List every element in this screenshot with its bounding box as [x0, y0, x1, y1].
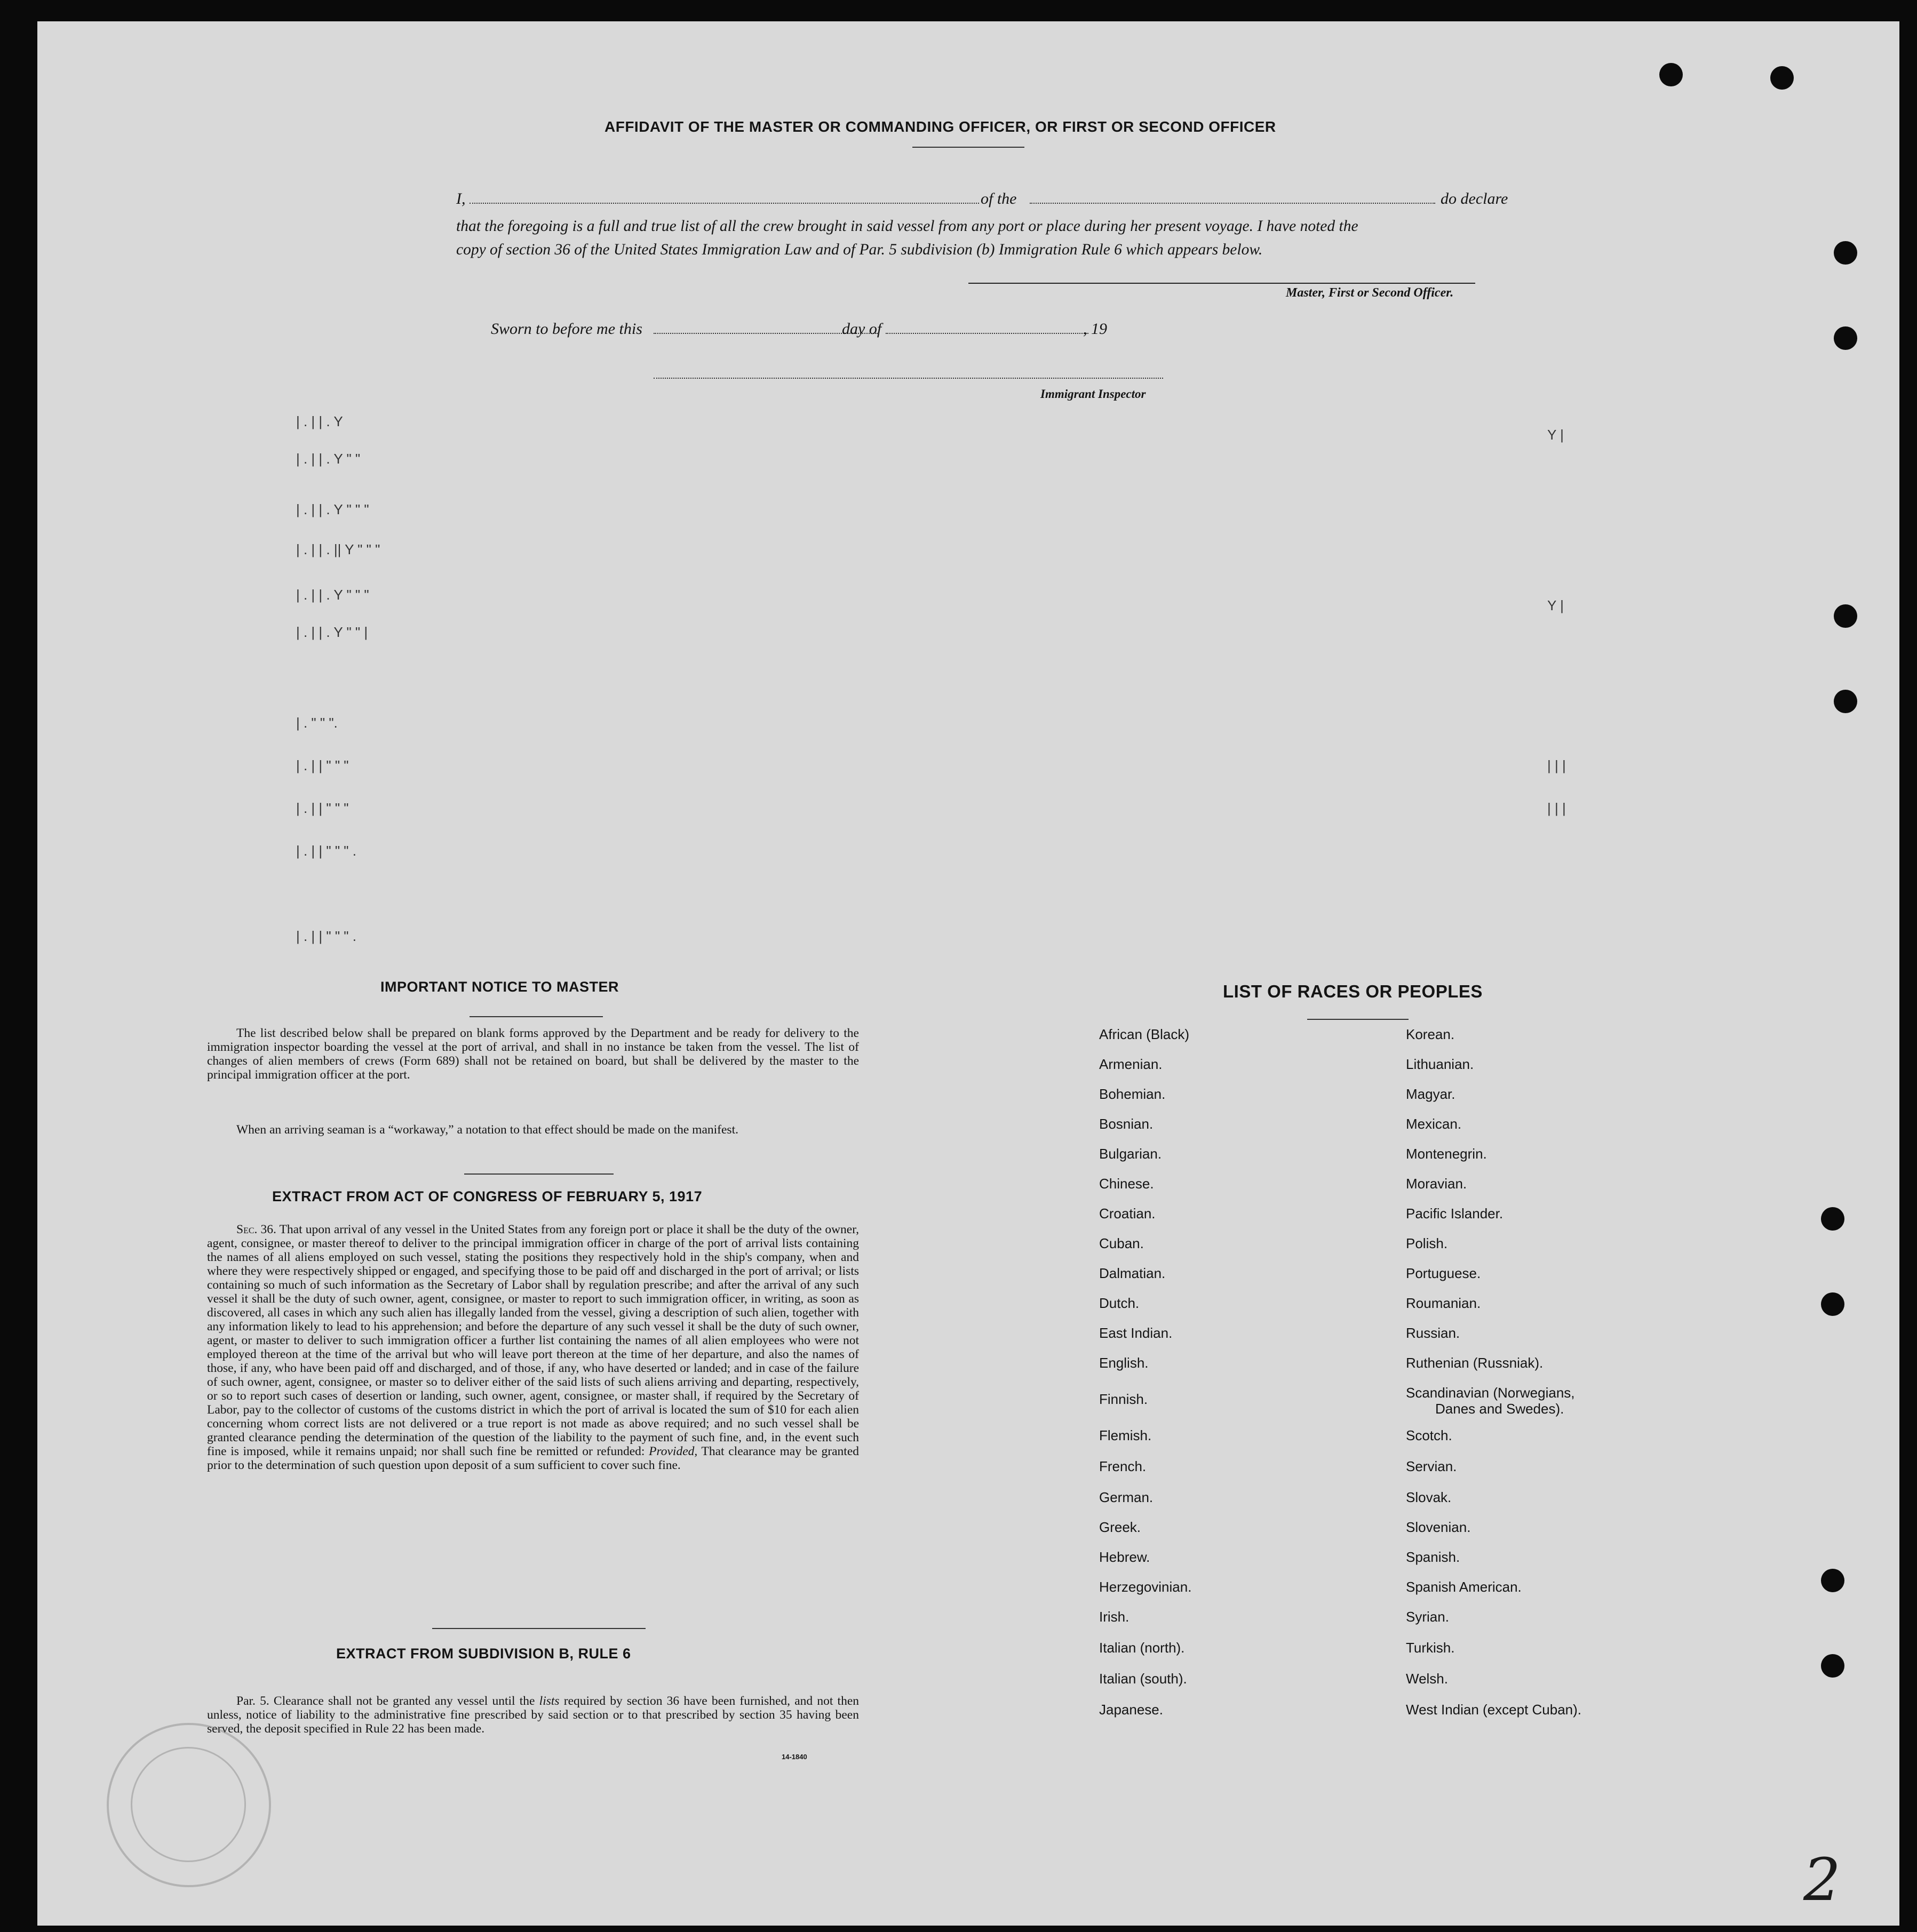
punch-hole-8: [1821, 1654, 1844, 1678]
sworn-text: Sworn to before me this: [491, 320, 642, 338]
par-5-lists: lists: [539, 1694, 560, 1708]
race-right-2: Lithuanian.: [1406, 1056, 1474, 1072]
sworn-day-of: day of: [842, 320, 882, 338]
race-left-20: Irish.: [1099, 1609, 1129, 1625]
race-right-20: Syrian.: [1406, 1609, 1449, 1625]
race-left-8: Cuban.: [1099, 1235, 1144, 1251]
race-right-9: Portuguese.: [1406, 1265, 1481, 1281]
punch-hole-top-2: [1770, 66, 1794, 90]
par-5-text-a: Par. 5. Clearance shall not be granted any vessel until the: [236, 1694, 535, 1708]
notice-rule: [470, 1016, 603, 1017]
race-left-12: English.: [1099, 1355, 1149, 1371]
inspector-label: Immigrant Inspector: [1040, 387, 1146, 401]
race-left-15: French.: [1099, 1458, 1147, 1474]
par-5-text: [207, 1694, 859, 1736]
sworn-month-blank[interactable]: [886, 333, 1088, 334]
race-right-5: Montenegrin.: [1406, 1146, 1487, 1162]
race-left-23: Japanese.: [1099, 1702, 1163, 1718]
notice-title: IMPORTANT NOTICE TO MASTER: [380, 979, 619, 995]
affidavit-of-the: of the: [981, 190, 1017, 207]
race-right-21: Turkish.: [1406, 1640, 1455, 1656]
race-right-14: Scotch.: [1406, 1427, 1452, 1443]
seal-watermark-inner: [131, 1747, 246, 1862]
name-blank-line[interactable]: [470, 203, 979, 204]
section-36-body: That upon arrival of any vessel in the United States from any foreign port or place it shall be the duty of the owner, agent, consignee, or master thereof to deliver to the principal immigration officer in charge of the port of arrival lists containing the names of all aliens employed on such vessel, stating the positions they respectively hold in the ship's company, when and where they were respectively shipped or engaged, and specifying those to be paid off and discharged in the port of arrival; or lists containing so much of such information as the Secretary of Labor shall by regulation prescribe; and after the arrival of any such vessel it shall be the duty of such owner, agent, consignee, or master to report to such immigration officer, in writing, as soon as discovered, all cases in which any such alien has illegally landed from the vessel, giving a description of such alien, together with any information likely to lead to his apprehension; and before the departure of any such vessel it shall be the duty of such owner, agent, or master to deliver to such immigration officer a further list containing the names of all alien employees who were not employed thereon at the time of the arrival but who will leave port thereon at the time of her departure, and also the names of those, if any, who have been paid off and discharged, and of those, if any, who have deserted or landed; and in case of the failure of such owner, agent, consignee, or master so to deliver either of the said lists of such aliens arriving and departing, respectively, or so to report such cases of desertion or landing, such owner, agent, consignee, or master shall, if required by the Secretary of Labor, pay to the collector of customs of the customs district in which the port of arrival is located the sum of $10 for each alien concerning whom correct lists are not delivered or a true report is not made as above required; and no such vessel shall be granted clearance pending the determination of the question of the liability to the payment of such fine, and, in the event such fine is imposed, while it remains unpaid; nor shall such fine be remitted or refunded:: [207, 1223, 859, 1458]
races-rule: [1307, 1019, 1409, 1020]
race-right-22: Welsh.: [1406, 1671, 1448, 1687]
race-left-9: Dalmatian.: [1099, 1265, 1166, 1281]
affidavit-title: AFFIDAVIT OF THE MASTER OR COMMANDING OFFICER, OR FIRST OR SECOND OFFICER: [604, 118, 1276, 135]
punch-hole-7: [1821, 1569, 1844, 1592]
inspector-signature-line[interactable]: [654, 378, 1163, 379]
par-5-text-b: required by section 36 have been furnished, and not then unless, notice of liability to the administrative fine prescribed by said section or to that prescribed by section 35 having been served, the deposit specified in Rule 22 has been made.: [207, 1694, 859, 1736]
race-left-11: East Indian.: [1099, 1325, 1173, 1341]
sworn-year: , 19: [1083, 320, 1107, 338]
race-left-18: Hebrew.: [1099, 1549, 1150, 1565]
notice-paragraph-1: The list described below shall be prepared on blank forms approved by the Department and be ready for delivery to the immigration inspector boarding the vessel at the port of arrival, and shall in no instance be taken from the vessel. The list of changes of alien members of crews (Form 689) shall not be retained on board, but shall be delivered by the master to the principal immigration officer at the port.: [207, 1026, 859, 1082]
race-right-13-cont: Danes and Swedes).: [1435, 1401, 1564, 1417]
punch-hole-2: [1834, 326, 1857, 350]
race-right-13: Scandinavian (Norwegians,: [1406, 1385, 1575, 1401]
title-rule: [912, 147, 1024, 148]
race-right-18: Spanish.: [1406, 1549, 1460, 1565]
punch-hole-1: [1834, 241, 1857, 265]
race-left-1: African (Black): [1099, 1026, 1190, 1042]
affidavit-i: I,: [456, 190, 466, 207]
punch-hole-3: [1834, 604, 1857, 628]
master-signature-line[interactable]: [968, 283, 1475, 284]
race-left-21: Italian (north).: [1099, 1640, 1185, 1656]
punch-hole-6: [1821, 1292, 1844, 1316]
form-number: 14-1840: [782, 1753, 807, 1761]
race-right-23: West Indian (except Cuban).: [1406, 1702, 1582, 1718]
race-right-6: Moravian.: [1406, 1176, 1467, 1192]
section-36-body-end: That clearance may be granted prior to the determination of such question upon deposit of a sum sufficient to cover such fine.: [207, 1444, 859, 1472]
race-right-15: Servian.: [1406, 1458, 1457, 1474]
vessel-blank-line[interactable]: [1030, 203, 1435, 204]
race-right-16: Slovak.: [1406, 1489, 1452, 1505]
race-right-3: Magyar.: [1406, 1086, 1455, 1102]
race-right-10: Roumanian.: [1406, 1295, 1481, 1311]
affidavit-line-2: that the foregoing is a full and true list of all the crew brought in said vessel from any port or place during her present voyage. I have noted the: [456, 218, 1358, 235]
race-right-1: Korean.: [1406, 1026, 1455, 1042]
section-36-text: [207, 1223, 859, 1472]
race-left-5: Bulgarian.: [1099, 1146, 1162, 1162]
extract-act-title: EXTRACT FROM ACT OF CONGRESS OF FEBRUARY 5, 1917: [272, 1188, 703, 1204]
race-right-8: Polish.: [1406, 1235, 1448, 1251]
race-left-7: Croatian.: [1099, 1205, 1156, 1222]
race-left-3: Bohemian.: [1099, 1086, 1166, 1102]
race-right-4: Mexican.: [1406, 1116, 1462, 1132]
race-left-17: Greek.: [1099, 1519, 1141, 1535]
race-left-2: Armenian.: [1099, 1056, 1163, 1072]
races-title: LIST OF RACES OR PEOPLES: [1223, 981, 1483, 1001]
affidavit-line-3: copy of section 36 of the United States Immigration Law and of Par. 5 subdivision (b) Immigration Rule 6 which appears below.: [456, 241, 1263, 258]
punch-hole-5: [1821, 1207, 1844, 1231]
race-left-14: Flemish.: [1099, 1427, 1152, 1443]
race-left-22: Italian (south).: [1099, 1671, 1187, 1687]
extract-act-end-rule: [432, 1628, 646, 1629]
notice-paragraph-2: When an arriving seaman is a “workaway,” a notation to that effect should be made on the manifest.: [236, 1123, 738, 1137]
race-right-7: Pacific Islander.: [1406, 1205, 1504, 1222]
master-signature-label: Master, First or Second Officer.: [1286, 286, 1454, 300]
page-number: 2: [1803, 1846, 1841, 1914]
race-right-17: Slovenian.: [1406, 1519, 1471, 1535]
race-left-13: Finnish.: [1099, 1391, 1148, 1407]
race-right-12: Ruthenian (Russniak).: [1406, 1355, 1544, 1371]
section-36-label: Sec. 36.: [236, 1223, 276, 1236]
race-right-11: Russian.: [1406, 1325, 1460, 1341]
race-left-4: Bosnian.: [1099, 1116, 1154, 1132]
punch-hole-top-1: [1659, 63, 1683, 86]
extract-rule-title: EXTRACT FROM SUBDIVISION B, RULE 6: [336, 1646, 631, 1662]
race-right-19: Spanish American.: [1406, 1579, 1522, 1595]
document-page: AFFIDAVIT OF THE MASTER OR COMMANDING OFFICER, OR FIRST OR SECOND OFFICER I, of the do declare that the foregoing is a full and true list of all the crew brought in said vessel from any port or place during her present voyage. I have noted the copy of section 36 of the United States Immigration Law and of Par. 5 subdivision (b) Immigration Rule 6 which appears below. Master, First or Second Officer. Sworn to before me this day of , 19 Immigrant Inspector | . | | . Y | . | | . Y " " | . | | . Y " " " | . | | . || Y " " " | . | | . Y " " " | . | | . Y " " | | . " " ". | . | | " " " | . | | " " " | . | | " " " . | . | | " " " . Y | Y | | | | | | | IMPORTANT NOTICE TO MASTER The list described below shall be prepared on blank forms approved by the Department and be ready for delivery to the immigration inspector boarding the vessel at the port of arrival, and shall in no instance be taken from the vessel. The list of changes of alien members of crews (Form 689) shall not be retained on board, but shall be delivered by the master to the principal immigration officer at the port. When an arriving seaman is a “workaway,” a notation to that effect should be made on the manifest. EXTRACT FROM ACT OF CONGRESS OF FEBRUARY 5, 1917 Sec. 36. That upon arrival of any vessel in the United States from any foreign port or place it shall be the duty of the owner, agent, consignee, or master thereof to deliver to the principal immigration officer in charge of the port of arrival lists containing the names of all aliens employed on such vessel, stating the positions they respectively hold in the ship's company, when and where they were respectively shipped or engaged, and specifying those to be paid off and discharged in the port of arrival; or lists containing so much of such information as the Secretary of Labor shall by regulation prescribe; and after the arrival of any such vessel it shall be the duty of such owner, agent, consignee, or master to report to such immigration officer, in writing, as soon as discovered, all cases in which any such alien has illegally landed from the vessel, giving a description of such alien, together with any information likely to lead to his apprehension; and before the departure of any such vessel it shall be the duty of such owner, agent, or master to deliver to such immigration officer a further list containing the names of all alien employees who were not employed thereon at the time of the arrival but who will leave port thereon at the time of her departure, and also the names of those, if any, who have been paid off and discharged, and of those, if any, who have deserted or landed; and in case of the failure of such owner, agent, consignee, or master so to deliver either of the said lists of such aliens arriving and departing, respectively, or so to report such cases of desertion or landing, such owner, agent, consignee, or master shall, if required by the Secretary of Labor, pay to the collector of customs of the customs district in which the port of arrival is located the sum of $10 for each alien concerning whom correct lists are not delivered or a true report is not made as above required; and no such vessel shall be granted clearance pending the determination of the question of the liability to the payment of such fine, and, in the event such fine is imposed, while it remains unpaid; nor shall such fine be remitted or refunded: Provided, That clearance may be granted prior to the determination of such question upon deposit of a sum sufficient to cover such fine. EXTRACT FROM SUBDIVISION B, RULE 6 Par. 5. Clearance shall not be granted any vessel until the lists required by section 36 have been furnished, and not then unless, notice of liability to the administrative fine prescribed by said section or to that prescribed by section 35 having been served, the deposit specified in Rule 22 has been made. 14-1840 LIST OF RACES OR PEOPLES African (Black) Armenian. Bohemian. Bosnian. Bulgarian. Chinese. Croatian. Cuban. Dalmatian. Dutch. East Indian. English. Finnish. Flemish. French. German. Greek. Hebrew. Herzegovinian. Irish. Italian (north). Italian (south). Japanese. Korean. Lithuanian. Magyar. Mexican. Montenegrin. Moravian. Pacific Islander. Polish. Portuguese. Roumanian. Russian. Ruthenian (Russniak). Scandinavian (Norwegians, Danes and Swedes). Scotch. Servian. Slovak. Slovenian. Spanish. Spanish American. Syrian. Turkish. Welsh. West Indian (except Cuban). 2: [37, 21, 1899, 1926]
race-left-10: Dutch.: [1099, 1295, 1140, 1311]
notice-end-rule: [464, 1173, 614, 1175]
section-36-provided: Provided,: [649, 1444, 698, 1458]
race-left-16: German.: [1099, 1489, 1154, 1505]
punch-hole-4: [1834, 690, 1857, 713]
affidavit-do-declare: do declare: [1441, 190, 1508, 207]
race-left-19: Herzegovinian.: [1099, 1579, 1192, 1595]
race-left-6: Chinese.: [1099, 1176, 1154, 1192]
